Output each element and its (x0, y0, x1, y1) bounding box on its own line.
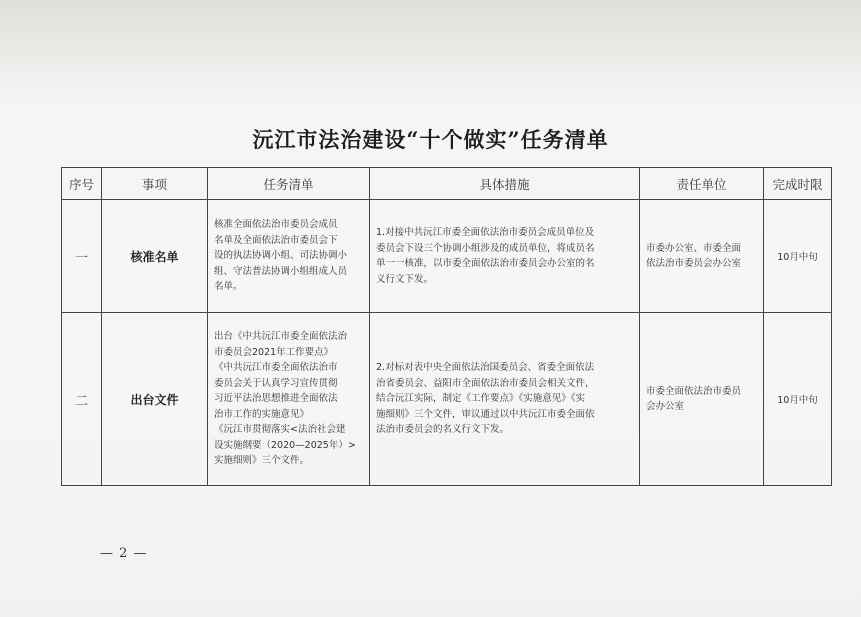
header-measures: 具体措施 (370, 168, 640, 200)
measure-line: 委员会下设三个协调小组涉及的成员单位，将成员名 (376, 242, 595, 254)
task-line: 设实施纲要（2020—2025年）> (214, 439, 356, 451)
unit-line: 会办公室 (646, 401, 685, 412)
header-deadline: 完成时限 (764, 168, 832, 200)
task-line: 核准全面依法治市委员会成员 (214, 219, 338, 231)
row-task-list (208, 313, 370, 486)
measure-line: 结合沅江实际，制定《工作要点》《实施意见》《实 (376, 393, 586, 405)
task-line: 出台《中共沅江市委全面依法治 (214, 331, 348, 343)
measure-line: 1.对接中共沅江市委全面依法治市委员会成员单位及 (376, 227, 595, 238)
task-line: 设的执法协调小组、司法协调小 (214, 250, 348, 262)
task-line: 治市工作的实施意见》 (214, 408, 310, 420)
row-item: 核准名单 (102, 200, 208, 313)
unit-line: 市委办公室、市委全面 (646, 242, 742, 254)
measure-line: 施细则》三个文件，审议通过以中共沅江市委全面依 (376, 408, 595, 420)
row-number: 一 (62, 200, 102, 313)
measure-line: 治省委员会、益阳市全面依法治市委员会相关文件， (376, 377, 595, 389)
unit-line: 依法治市委员会办公室 (646, 258, 742, 269)
header-task-list: 任务清单 (208, 168, 370, 200)
row-deadline: 10月中旬 (764, 200, 832, 313)
row-measures (370, 200, 640, 313)
unit-line: 市委全面依法治市委员 (646, 385, 742, 397)
task-table (61, 167, 832, 486)
task-line: 委员会关于认真学习宣传贯彻 (214, 377, 338, 389)
task-line: 名单及全面依法治市委员会下 (214, 234, 338, 246)
header-responsible-unit: 责任单位 (640, 168, 764, 200)
task-line: 组、守法普法协调小组组成人员 (214, 265, 348, 277)
task-line: 名单。 (214, 281, 243, 293)
row-number: 二 (62, 313, 102, 486)
task-line: 《中共沅江市委全面依法治市 (214, 362, 338, 374)
row-responsible-unit (640, 313, 764, 486)
task-line: 习近平法治思想推进全面依法 (214, 393, 338, 405)
header-item: 事项 (102, 168, 208, 200)
task-line: 市委员会2021年工作要点》 (214, 346, 334, 358)
measure-line: 法治市委员会的名义行文下发。 (376, 424, 510, 436)
table-row (62, 313, 832, 486)
table-header-row (62, 168, 832, 200)
row-deadline: 10月中旬 (764, 313, 832, 486)
row-item: 出台文件 (102, 313, 208, 486)
header-number: 序号 (62, 168, 102, 200)
task-line: 《沅江市贯彻落实<法治社会建 (214, 424, 346, 436)
page-number: — 2 — (100, 546, 148, 561)
measure-line: 义行文下发。 (376, 273, 434, 285)
task-line: 实施细则》三个文件。 (214, 455, 310, 467)
measure-line: 单一一核准，以市委全面依法治市委员会办公室的名 (376, 258, 595, 269)
row-task-list (208, 200, 370, 313)
table-row (62, 200, 832, 313)
scan-shadow (0, 0, 861, 110)
measure-line: 2.对标对表中央全面依法治国委员会、省委全面依法 (376, 362, 595, 374)
document-title: 沅江市法治建设“十个做实”任务清单 (252, 127, 609, 152)
row-measures (370, 313, 640, 486)
row-responsible-unit (640, 200, 764, 313)
